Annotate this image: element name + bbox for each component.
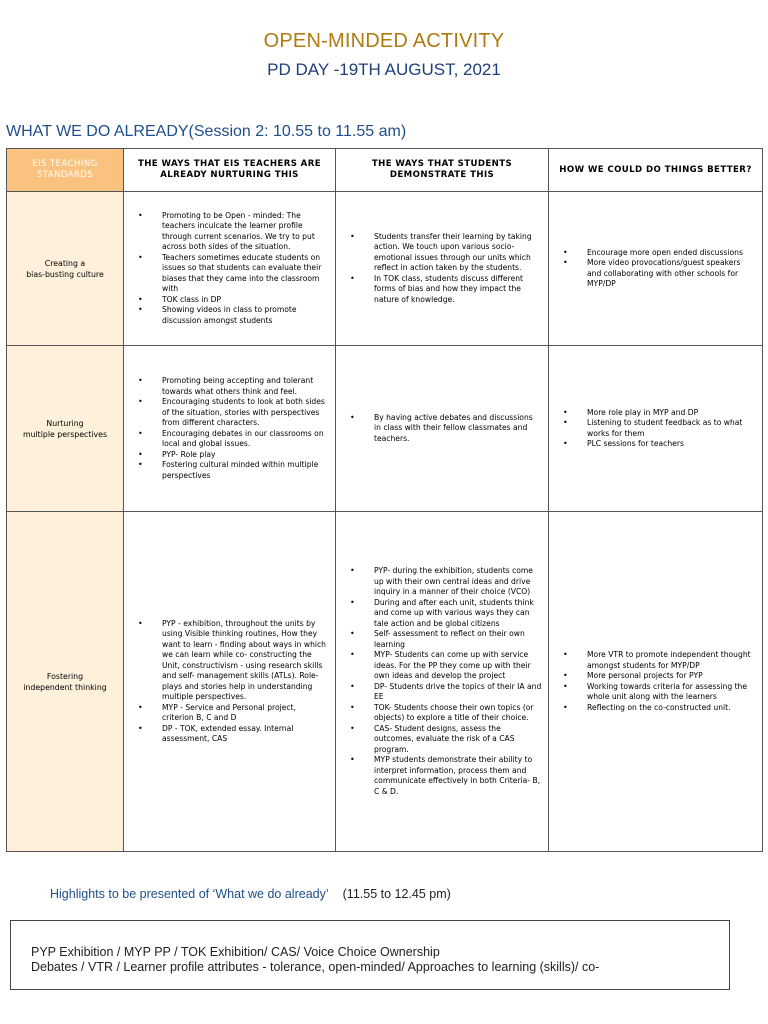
header-teachers-nurturing: THE WAYS THAT EIS TEACHERS ARE ALREADY NURTURING THIS bbox=[124, 149, 336, 192]
document-subtitle: PD DAY -19TH AUGUST, 2021 bbox=[267, 60, 501, 79]
better-cell bbox=[549, 346, 763, 512]
list-item: • TOK class in DP bbox=[162, 295, 329, 306]
list-item: • MYP- Students can come up with service ideas. For the PP they come up with their own ideas and develop the project bbox=[374, 650, 542, 682]
students-cell bbox=[336, 512, 549, 852]
bullet-list bbox=[555, 408, 756, 450]
list-item: • More personal projects for PYP bbox=[587, 671, 756, 682]
list-item: • More role play in MYP and DP bbox=[587, 408, 756, 419]
standard-cell bbox=[7, 192, 124, 346]
highlights-time: (11.55 to 12.45 pm) bbox=[342, 887, 451, 901]
list-item: • Students transfer their learning by taking action. We touch upon various socio-emotional issues through our units which reflect in action taken by the students. bbox=[374, 232, 542, 274]
list-item: • By having active debates and discussions in class with their fellow classmates and teachers. bbox=[374, 413, 542, 445]
highlights-box-line: PYP Exhibition / MYP PP / TOK Exhibition/ CAS/ Voice Choice Ownership bbox=[31, 945, 440, 959]
list-item: • Listening to student feedback as to what works for them bbox=[587, 418, 756, 439]
standard-label-line: bias-busting culture bbox=[26, 269, 104, 279]
list-item: • Reflecting on the co-constructed unit. bbox=[587, 703, 756, 714]
header-eis-standards: EIS TEACHING STANDARDS bbox=[7, 149, 124, 192]
list-item: • More video provocations/guest speakers and collaborating with other schools for MYP/DP bbox=[587, 258, 756, 290]
students-cell bbox=[336, 346, 549, 512]
list-item: • TOK- Students choose their own topics (or objects) to explore a title of their choice. bbox=[374, 703, 542, 724]
list-item: • PYP- during the exhibition, students come up with their own central ideas and drive inquiry in a manner of their choice (VCO) bbox=[374, 566, 542, 598]
list-item: • Encouraging students to look at both sides of the situation, stories with perspectives from different characters. bbox=[162, 397, 329, 429]
better-cell bbox=[549, 192, 763, 346]
standard-label-line: multiple perspectives bbox=[22, 429, 108, 439]
teachers-cell bbox=[124, 512, 336, 852]
highlights-box bbox=[10, 920, 730, 990]
list-item: • Showing videos in class to promote discussion amongst students bbox=[162, 305, 329, 326]
better-cell bbox=[549, 512, 763, 852]
table-header-row bbox=[7, 149, 763, 192]
list-item: • PLC sessions for teachers bbox=[587, 439, 756, 450]
list-item: • Teachers sometimes educate students on issues so that students can evaluate their biases that they came into the classroom with bbox=[162, 253, 329, 295]
highlights-box-line: Debates / VTR / Learner profile attributes - tolerance, open-minded/ Approaches to learning (skills)/ co- bbox=[31, 960, 600, 974]
list-item: • MYP - Service and Personal project, criterion B, C and D bbox=[162, 703, 329, 724]
teachers-cell bbox=[124, 346, 336, 512]
list-item: • In TOK class, students discuss different forms of bias and how they impact the nature of knowledge. bbox=[374, 274, 542, 306]
section-heading: WHAT WE DO ALREADY(Session 2: 10.55 to 11.55 am) bbox=[6, 123, 407, 140]
list-item: • PYP- Role play bbox=[162, 450, 329, 461]
students-cell bbox=[336, 192, 549, 346]
list-item: • Promoting to be Open - minded: The teachers inculcate the learner profile through current scenarios. We try to put across both sides of the situation. bbox=[162, 211, 329, 253]
table-row bbox=[7, 192, 763, 346]
standard-label-line: independent thinking bbox=[23, 682, 107, 692]
header-do-better: HOW WE COULD DO THINGS BETTER? bbox=[549, 149, 763, 192]
standard-cell bbox=[7, 512, 124, 852]
bullet-list bbox=[342, 413, 542, 445]
highlights-label: Highlights to be presented of ‘What we do already’ bbox=[50, 887, 329, 901]
standard-label-line: Fostering bbox=[46, 671, 84, 681]
standard-cell bbox=[7, 346, 124, 512]
list-item: • DP- Students drive the topics of their IA and EE bbox=[374, 682, 542, 703]
standard-label-line: Nurturing bbox=[46, 418, 84, 428]
table-row bbox=[7, 346, 763, 512]
bullet-list bbox=[555, 650, 756, 713]
bullet-list bbox=[130, 211, 329, 327]
list-item: • Working towards criteria for assessing the whole unit along with the learners bbox=[587, 682, 756, 703]
list-item: • Encourage more open ended discussions bbox=[587, 248, 756, 259]
list-item: • Fostering cultural minded within multiple perspectives bbox=[162, 460, 329, 481]
standard-label-line: Creating a bbox=[44, 258, 86, 268]
highlights-line bbox=[50, 887, 451, 901]
bullet-list bbox=[130, 619, 329, 745]
bullet-list bbox=[555, 248, 756, 290]
bullet-list bbox=[342, 566, 542, 797]
bullet-list bbox=[342, 232, 542, 306]
list-item: • Encouraging debates in our classrooms on local and global issues. bbox=[162, 429, 329, 450]
bullet-list bbox=[130, 376, 329, 481]
list-item: • During and after each unit, students think and come up with various ways they can tale action and be global citizens bbox=[374, 598, 542, 630]
open-minded-table bbox=[6, 148, 763, 852]
list-item: • DP - TOK, extended essay. Internal assessment, CAS bbox=[162, 724, 329, 745]
list-item: • PYP - exhibition, throughout the units by using Visible thinking routines, How they want to learn - finding about ways in which we can learn while co- constructing the Unit, constructivism - using research skills and self- management skills (ATLs). Role- plays and stories help in understanding multiple perspectives. bbox=[162, 619, 329, 703]
document-title: OPEN-MINDED ACTIVITY bbox=[263, 30, 505, 52]
teachers-cell bbox=[124, 192, 336, 346]
list-item: • CAS- Student designs, assess the outcomes, evaluate the risk of a CAS program. bbox=[374, 724, 542, 756]
list-item: • Promoting being accepting and tolerant towards what others think and feel. bbox=[162, 376, 329, 397]
list-item: • Self- assessment to reflect on their own learning bbox=[374, 629, 542, 650]
list-item: • More VTR to promote independent thought amongst students for MYP/DP bbox=[587, 650, 756, 671]
header-students-demonstrate: THE WAYS THAT STUDENTS DEMONSTRATE THIS bbox=[336, 149, 549, 192]
list-item: • MYP students demonstrate their ability to interpret information, process them and communicate effectively in both Criteria- B, C & D. bbox=[374, 755, 542, 797]
table-row bbox=[7, 512, 763, 852]
